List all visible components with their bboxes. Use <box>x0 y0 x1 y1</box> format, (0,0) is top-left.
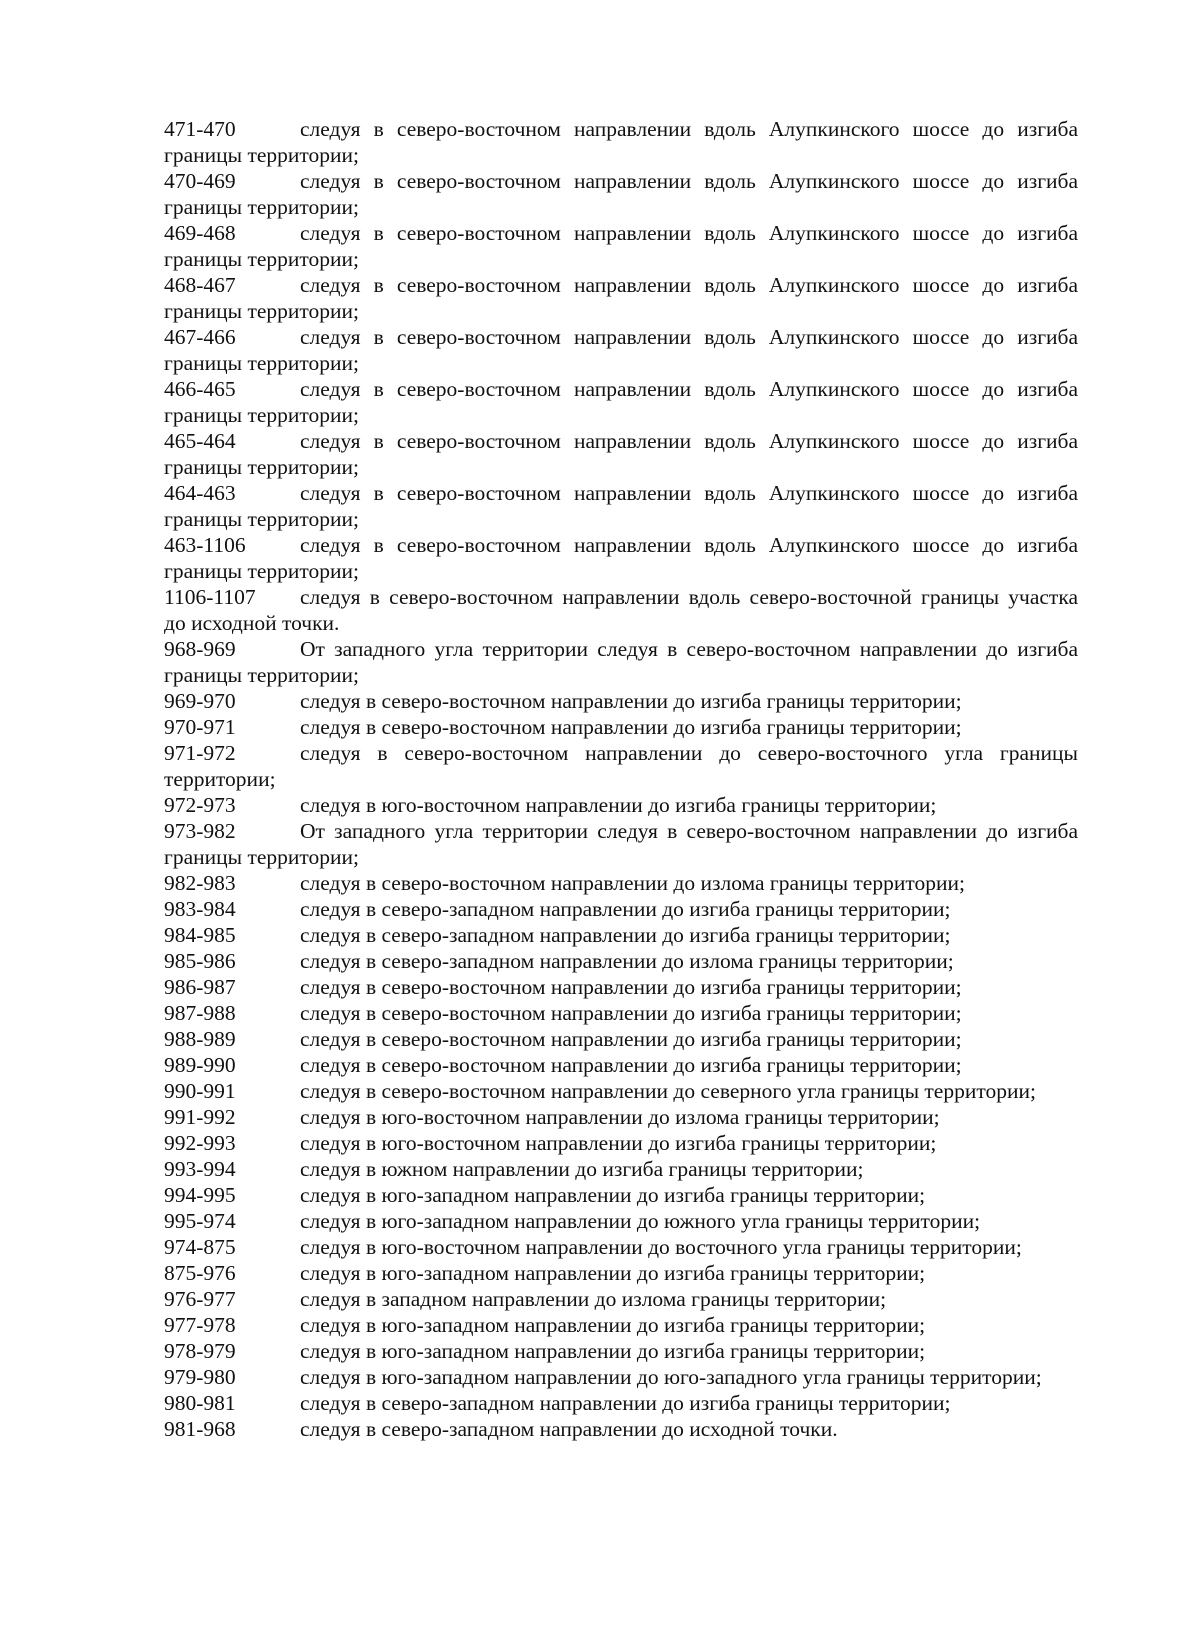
segment-code: 973-982 <box>164 819 236 843</box>
segment-code: 466-465 <box>164 377 236 401</box>
entry-972-973 <box>164 792 1078 818</box>
segment-code: 994-995 <box>164 1183 236 1207</box>
segment-code: 978-979 <box>164 1339 236 1363</box>
segment-code: 972-973 <box>164 793 236 817</box>
segment-text: следуя в северо-восточном направлении вдоль Алупкинского шоссе до изгиба границы территории; <box>164 169 1078 219</box>
segment-text: следуя в юго-восточном направлении до изгиба границы территории; <box>300 793 937 817</box>
segment-code: 991-992 <box>164 1105 236 1129</box>
segment-text: следуя в северо-восточном направлении вдоль Алупкинского шоссе до изгиба границы территории; <box>164 221 1078 271</box>
entry-979-980 <box>164 1364 1078 1390</box>
segment-code: 993-994 <box>164 1157 236 1181</box>
entry-973-982 <box>164 818 1078 870</box>
segment-text: следуя в юго-западном направлении до изгиба границы территории; <box>300 1261 926 1285</box>
segment-code: 969-970 <box>164 689 236 713</box>
entry-974-875 <box>164 1234 1078 1260</box>
entry-987-988 <box>164 1000 1078 1026</box>
segment-text: следуя в юго-восточном направлении до изгиба границы территории; <box>300 1131 937 1155</box>
segment-text: следуя в северо-западном направлении до изгиба границы территории; <box>300 1391 951 1415</box>
segment-code: 982-983 <box>164 871 236 895</box>
segment-code: 468-467 <box>164 273 236 297</box>
entry-994-995 <box>164 1182 1078 1208</box>
entry-468-467 <box>164 272 1078 324</box>
segment-code: 992-993 <box>164 1131 236 1155</box>
entry-471-470 <box>164 116 1078 168</box>
entry-989-990 <box>164 1052 1078 1078</box>
segment-code: 875-976 <box>164 1261 236 1285</box>
segment-text: следуя в юго-западном направлении до юго-западного угла границы территории; <box>300 1365 1042 1389</box>
segment-code: 995-974 <box>164 1209 236 1233</box>
entry-463-1106 <box>164 532 1078 584</box>
segment-code: 990-991 <box>164 1079 236 1103</box>
entry-970-971 <box>164 714 1078 740</box>
segment-text: следуя в северо-восточном направлении вдоль Алупкинского шоссе до изгиба границы территории; <box>164 325 1078 375</box>
segment-text: следуя в северо-восточном направлении до излома границы территории; <box>300 871 965 895</box>
entry-985-986 <box>164 948 1078 974</box>
segment-code: 983-984 <box>164 897 236 921</box>
segment-text: следуя в северо-восточном направлении до северного угла границы территории; <box>300 1079 1036 1103</box>
segment-text: следуя в северо-западном направлении до исходной точки. <box>300 1417 838 1441</box>
entry-978-979 <box>164 1338 1078 1364</box>
segment-text: следуя в южном направлении до изгиба границы территории; <box>300 1157 864 1181</box>
segment-text: следуя в северо-восточном направлении до северо-восточного угла границы территории; <box>164 741 1078 791</box>
entry-968-969 <box>164 636 1078 688</box>
segment-text: следуя в северо-восточном направлении до изгиба границы территории; <box>300 1027 962 1051</box>
entry-992-993 <box>164 1130 1078 1156</box>
segment-text: следуя в юго-восточном направлении до восточного угла границы территории; <box>300 1235 1022 1259</box>
segment-text: следуя в северо-западном направлении до изгиба границы территории; <box>300 897 951 921</box>
segment-text: следуя в северо-восточном направлении вдоль Алупкинского шоссе до изгиба границы территории; <box>164 117 1078 167</box>
entry-875-976 <box>164 1260 1078 1286</box>
segment-code: 469-468 <box>164 221 236 245</box>
segment-text: следуя в северо-западном направлении до изгиба границы территории; <box>300 923 951 947</box>
segment-text: следуя в северо-восточном направлении вдоль Алупкинского шоссе до изгиба границы территории; <box>164 533 1078 583</box>
entry-971-972 <box>164 740 1078 792</box>
segment-code: 464-463 <box>164 481 236 505</box>
segment-text: следуя в северо-восточном направлении вдоль Алупкинского шоссе до изгиба границы территории; <box>164 429 1078 479</box>
segment-code: 976-977 <box>164 1287 236 1311</box>
segment-code: 986-987 <box>164 975 236 999</box>
entry-465-464 <box>164 428 1078 480</box>
segment-text: следуя в северо-восточном направлении вдоль Алупкинского шоссе до изгиба границы территории; <box>164 273 1078 323</box>
segment-code: 463-1106 <box>164 533 246 557</box>
entry-990-991 <box>164 1078 1078 1104</box>
segment-code: 968-969 <box>164 637 236 661</box>
segment-text: следуя в северо-восточном направлении до изгиба границы территории; <box>300 715 962 739</box>
segment-code: 989-990 <box>164 1053 236 1077</box>
entry-995-974 <box>164 1208 1078 1234</box>
segment-code: 988-989 <box>164 1027 236 1051</box>
entry-1106-1107 <box>164 584 1078 636</box>
segment-text: следуя в северо-восточном направлении до изгиба границы территории; <box>300 1053 962 1077</box>
segment-text: следуя в юго-западном направлении до изгиба границы территории; <box>300 1183 926 1207</box>
entry-969-970 <box>164 688 1078 714</box>
segment-text: следуя в северо-восточном направлении вдоль Алупкинского шоссе до изгиба границы территории; <box>164 481 1078 531</box>
entry-467-466 <box>164 324 1078 376</box>
segment-code: 981-968 <box>164 1417 236 1441</box>
segment-code: 1106-1107 <box>164 585 256 609</box>
entry-470-469 <box>164 168 1078 220</box>
segment-code: 979-980 <box>164 1365 236 1389</box>
segment-text: следуя в юго-западном направлении до изгиба границы территории; <box>300 1339 926 1363</box>
segment-code: 471-470 <box>164 117 236 141</box>
entry-976-977 <box>164 1286 1078 1312</box>
entry-469-468 <box>164 220 1078 272</box>
entry-993-994 <box>164 1156 1078 1182</box>
segment-text: От западного угла территории следуя в северо-восточном направлении до изгиба границы территории; <box>164 637 1078 687</box>
segment-code: 977-978 <box>164 1313 236 1337</box>
entry-988-989 <box>164 1026 1078 1052</box>
segment-text: следуя в юго-восточном направлении до излома границы территории; <box>300 1105 940 1129</box>
entry-980-981 <box>164 1390 1078 1416</box>
segment-text: следуя в северо-восточном направлении вдоль Алупкинского шоссе до изгиба границы территории; <box>164 377 1078 427</box>
segment-text: От западного угла территории следуя в северо-восточном направлении до изгиба границы территории; <box>164 819 1078 869</box>
segment-text: следуя в северо-восточном направлении до изгиба границы территории; <box>300 1001 962 1025</box>
segment-text: следуя в западном направлении до излома границы территории; <box>300 1287 887 1311</box>
segment-code: 987-988 <box>164 1001 236 1025</box>
segment-text: следуя в северо-восточном направлении до изгиба границы территории; <box>300 689 962 713</box>
segment-text: следуя в юго-западном направлении до изгиба границы территории; <box>300 1313 926 1337</box>
segment-text: следуя в северо-восточном направлении вдоль северо-восточной границы участка до исходной точки. <box>164 585 1078 635</box>
entry-981-968 <box>164 1416 1078 1442</box>
entry-986-987 <box>164 974 1078 1000</box>
segment-code: 985-986 <box>164 949 236 973</box>
entry-464-463 <box>164 480 1078 532</box>
segment-text: следуя в северо-восточном направлении до изгиба границы территории; <box>300 975 962 999</box>
segment-text: следуя в юго-западном направлении до южного угла границы территории; <box>300 1209 981 1233</box>
segment-code: 467-466 <box>164 325 236 349</box>
segment-code: 984-985 <box>164 923 236 947</box>
entry-991-992 <box>164 1104 1078 1130</box>
entry-466-465 <box>164 376 1078 428</box>
segment-text: следуя в северо-западном направлении до излома границы территории; <box>300 949 954 973</box>
segment-code: 465-464 <box>164 429 236 453</box>
segment-code: 971-972 <box>164 741 236 765</box>
entry-977-978 <box>164 1312 1078 1338</box>
segment-code: 980-981 <box>164 1391 236 1415</box>
segment-code: 970-971 <box>164 715 236 739</box>
segment-code: 974-875 <box>164 1235 236 1259</box>
entry-984-985 <box>164 922 1078 948</box>
entry-982-983 <box>164 870 1078 896</box>
entry-983-984 <box>164 896 1078 922</box>
segment-code: 470-469 <box>164 169 236 193</box>
boundary-description-list <box>164 116 1078 1442</box>
